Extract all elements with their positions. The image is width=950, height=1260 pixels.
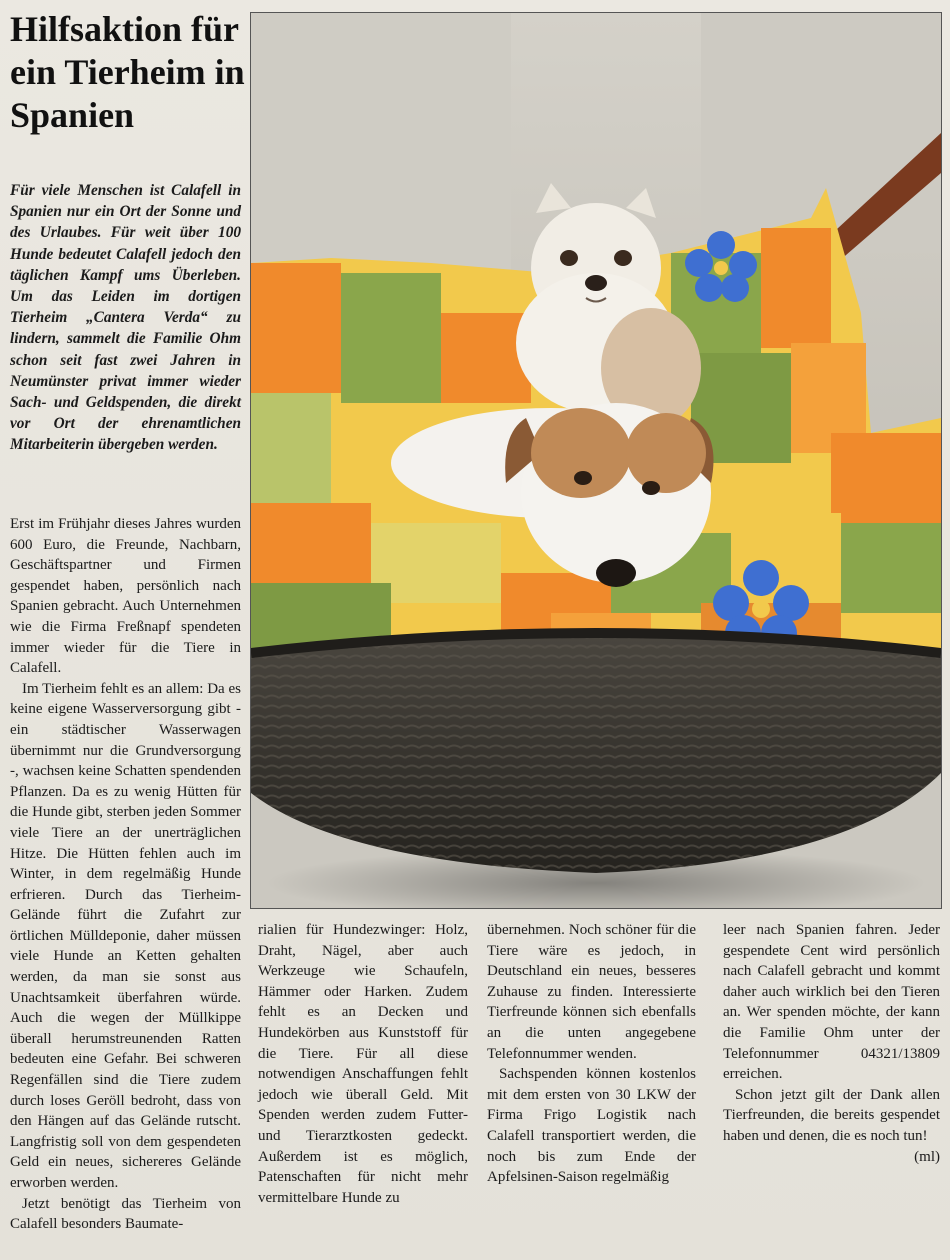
article-column-2 bbox=[258, 920, 468, 1208]
article-lead: Für viele Menschen ist Calafell in Spanien nur ein Ort der Sonne und des Urlaubes. Für weit über 100 Hunde bedeutet Calafell jedoch den täglichen Kampf ums Überleben. Um das Leiden im dortigen Tierheim „Cantera Verda“ zu lindern, sammelt die Familie Ohm schon seit fast zwei Jahren in Neumünster privat immer wieder Sach- und Geldspenden, die direkt vor Ort der ehrenamtlichen Mitarbeiterin übergeben werden. bbox=[10, 182, 241, 454]
paragraph: Erst im Frühjahr dieses Jahres wurden 600 Euro, die Freunde, Nachbarn, Geschäftspartner und Firmen gespendet haben, persönlich nach Spanien gebracht. Auch Unternehmen wie die Firma Freßnapf spendeten immer wieder für die Tiere in Calafell. bbox=[10, 516, 241, 677]
article-column-4 bbox=[723, 920, 940, 1167]
article-column-3 bbox=[487, 920, 696, 1188]
closing-text: Schon jetzt gilt der Dank allen Tierfreunden, die bereits gespendet haben und denen, die es noch tun! bbox=[723, 1086, 940, 1144]
author-signature: (ml) bbox=[914, 1148, 940, 1165]
paragraph: Sachspenden können kostenlos mit dem ersten von 30 LKW der Firma Frigo Logistik nach Calafell transportiert werden, die noch bis zum Ende der Apfelsinen-Saison regelmäßig bbox=[487, 1066, 696, 1186]
two-dogs-in-basket-photo bbox=[251, 13, 941, 908]
paragraph: übernehmen. Noch schöner für die Tiere wäre es jedoch, in Deutschland ein neues, besseres Zuhause zu finden. Interessierte Tierfreunde können sich ebenfalls an die unten angegebene Telefonnummer wenden. bbox=[487, 922, 696, 1062]
article-column-1 bbox=[10, 514, 241, 1235]
paragraph: Jetzt benötigt das Tierheim von Calafell besonders Baumate- bbox=[10, 1195, 241, 1233]
paragraph: leer nach Spanien fahren. Jeder gespendete Cent wird persönlich nach Calafell gebracht und kommt daher auch wirklich bei den Tieren an. Wer spenden möchte, der kann die Familie Ohm unter der Telefonnummer 04321/13809 erreichen. bbox=[723, 922, 940, 1083]
article-headline: Hilfsaktion für ein Tierheim in Spanien bbox=[10, 9, 245, 135]
paragraph: rialien für Hundezwinger: Holz, Draht, Nägel, aber auch Werkzeuge wie Schaufeln, Hämmer oder Harken. Zudem fehlt es an Decken und Hundekörben aus Kunststoff für die Tiere. Für all diese notwendigen Anschaffungen fehlt jedoch wie überall Geld. Mit Spenden werden zudem Futter- und Tierarztkosten gedeckt. Außerdem ist es möglich, Patenschaften für nicht mehr vermittelbare Hunde zu bbox=[258, 922, 468, 1206]
article-photo bbox=[250, 12, 942, 909]
paragraph: Im Tierheim fehlt es an allem: Da es keine eigene Wasserversorgung gibt - ein städtischer Wasserwagen übernimmt nur die Grundversorgung -, wachsen keine Schatten spendenden Pflanzen. Da es zu wenig Hütten für die Hunde gibt, sterben jeden Sommer viele Tiere an der unerträglichen Hitze. Die Hütten fehlen auch im Winter, in dem regelmäßig Hunde erfrieren. Durch das Tierheim-Gelände führt die Zufahrt zur örtlichen Mülldeponie, daher müssen viele Hunde an Ketten gehalten werden, da man sie sonst aus Unachtsamkeit überfahren würde. Auch die wegen der Müllkippe überall herumstreunenden Ratten bedeuten eine Gefahr. Bei schweren Regenfällen sind die Tiere zudem durch loses Geröll bedroht, dass von den Hängen auf das Gelände rutscht. Langfristig soll von dem gespendeten Geld ein neues, sichereres Gelände erworben werden. bbox=[10, 680, 241, 1191]
paragraph bbox=[723, 1085, 940, 1165]
